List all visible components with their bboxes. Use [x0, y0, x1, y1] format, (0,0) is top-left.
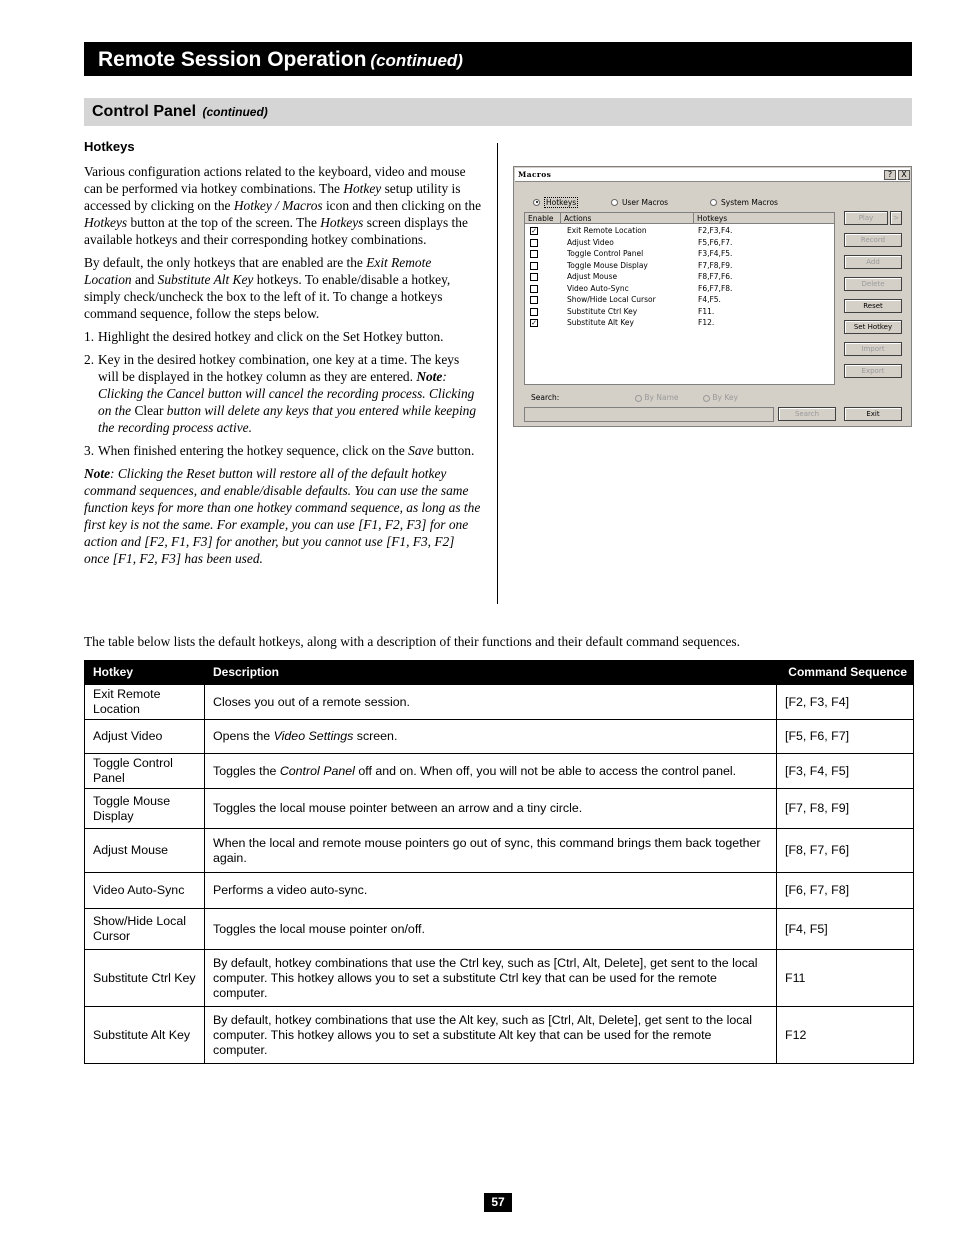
steps-list — [84, 328, 482, 459]
search-input[interactable] — [524, 407, 774, 422]
radio-user-macros[interactable]: User Macros — [611, 197, 668, 207]
step-item: 1. Highlight the desired hotkey and click on the Set Hotkey button. — [84, 329, 444, 344]
dialog-title-bar — [515, 168, 910, 182]
list-item[interactable]: ✓ Exit Remote Location F2,F3,F4. — [531, 226, 733, 235]
radio-hotkeys[interactable]: Hotkeys — [533, 197, 578, 207]
table-row: Video Auto-Sync Performs a video auto-sync. [F6, F7, F8] — [85, 873, 914, 909]
play-arrow-button[interactable]: > — [890, 211, 902, 225]
section-title-continued: (continued) — [202, 105, 268, 119]
radio-by-key[interactable]: By Key — [703, 393, 738, 402]
paragraph-defaults: By default, the only hotkeys that are enabled are the Exit Remote Location and Substitute Alt Key hotkeys. To enable/disable a hotkey, simply check/uncheck the box to the left of it. To change a hotkeys command sequence, follow the steps below. — [84, 255, 451, 321]
hotkeys-heading: Hotkeys — [84, 139, 135, 154]
delete-button[interactable]: Delete — [844, 277, 902, 291]
body-text-column — [84, 163, 482, 573]
enable-checkbox[interactable] — [530, 262, 538, 270]
search-label: Search: — [531, 393, 560, 402]
col-enable[interactable]: Enable — [525, 213, 561, 224]
header-command: Command Sequence — [777, 661, 914, 685]
enable-checkbox[interactable] — [530, 250, 538, 258]
list-item[interactable]: Toggle Control Panel F3,F4,F5. — [525, 248, 834, 260]
table-row: Show/Hide Local Cursor Toggles the local mouse pointer on/off. [F4, F5] — [85, 909, 914, 950]
note-paragraph: Note: Clicking the Reset button will restore all of the default hotkey command sequences, and enable/disable defaults. You can use the same function keys for more than one hotkey command sequence, as long as the first key is not the same. For example, you can use [F1, F2, F3] for one action and [F2, F1, F3] for another, but you cannot use [F1, F3, F2] once [F1, F2, F3] has been used. — [84, 466, 481, 566]
import-button[interactable]: Import — [844, 342, 902, 356]
list-header — [525, 213, 834, 224]
reset-button[interactable]: Reset — [844, 299, 902, 313]
table-intro: The table below lists the default hotkeys, along with a description of their functions and their default command sequences. — [84, 634, 740, 649]
list-item[interactable]: Substitute Ctrl Key F11. — [525, 306, 834, 318]
list-item[interactable]: Toggle Mouse Display F7,F8,F9. — [525, 260, 834, 272]
enable-checkbox[interactable] — [530, 296, 538, 304]
radio-icon — [611, 199, 618, 206]
col-actions[interactable]: Actions — [561, 213, 694, 224]
list-item[interactable]: Video Auto-Sync F6,F7,F8. — [525, 283, 834, 295]
table-row: Adjust Mouse When the local and remote mouse pointers go out of sync, this command brings them back together again. [F8, F7, F6] — [85, 829, 914, 873]
radio-icon — [710, 199, 717, 206]
section-header — [84, 98, 912, 126]
export-button[interactable]: Export — [844, 364, 902, 378]
table-row: Exit Remote Location Closes you out of a remote session. [F2, F3, F4] — [85, 685, 914, 720]
hotkeys-table — [84, 660, 914, 1064]
enable-checkbox[interactable] — [530, 308, 538, 316]
page-title: Remote Session Operation — [98, 48, 367, 71]
dialog-title: Macros — [518, 170, 552, 179]
table-row: Substitute Ctrl Key By default, hotkey combinations that use the Ctrl key, such as [Ctrl, Alt, Delete], get sent to the local computer. This hotkey allows you to set a substitute Ctrl key that can be used for the remote computer. F11 — [85, 950, 914, 1007]
macros-dialog-screenshot — [513, 166, 912, 427]
list-item[interactable]: ✓ Substitute Alt Key F12. — [531, 318, 715, 327]
list-item[interactable]: Adjust Mouse F8,F7,F6. — [525, 271, 834, 283]
header-description: Description — [205, 661, 777, 685]
col-hotkeys[interactable]: Hotkeys — [697, 214, 728, 223]
table-row: Toggle Mouse Display Toggles the local mouse pointer between an arrow and a tiny circle. [F7, F8, F9] — [85, 789, 914, 829]
add-button[interactable]: Add — [844, 255, 902, 269]
enable-checkbox[interactable]: ✓ — [531, 319, 537, 327]
enable-checkbox[interactable] — [530, 285, 538, 293]
list-item[interactable]: Show/Hide Local Cursor F4,F5. — [525, 294, 834, 306]
header-hotkey: Hotkey — [85, 661, 205, 685]
enable-checkbox[interactable]: ✓ — [531, 227, 537, 235]
search-button[interactable]: Search — [778, 407, 836, 421]
step-item: 2. Key in the desired hotkey combination, one key at a time. The keys will be displayed in the hotkey column as they are entered. Note: Clicking the Cancel button will cancel the recording process. Clicking on the Clear button will delete any keys that you entered while keeping the recording process active. — [84, 352, 477, 435]
paragraph-intro: Various configuration actions related to the keyboard, video and mouse can be performed via hotkey combinations. The Hotkey setup utility is accessed by clicking on the Hotkey / Macros icon and then clicking on the Hotkeys button at the top of the screen. The Hotkeys screen displays the available hotkeys and their corresponding hotkey combinations. — [84, 164, 482, 247]
table-row: Toggle Control Panel Toggles the Control Panel off and on. When off, you will not be able to access the control panel. [F3, F4, F5] — [85, 754, 914, 789]
hotkeys-list[interactable] — [524, 212, 835, 385]
radio-system-macros[interactable]: System Macros — [710, 197, 778, 207]
enable-checkbox[interactable] — [530, 273, 538, 281]
column-divider — [497, 143, 498, 604]
page-header — [84, 42, 912, 76]
step-item: 3. When finished entering the hotkey sequence, click on the Save button. — [84, 443, 475, 458]
exit-button[interactable]: Exit — [844, 407, 902, 421]
section-title: Control Panel — [92, 103, 197, 120]
table-header-row — [85, 661, 914, 685]
help-icon[interactable]: ? — [884, 170, 896, 180]
set-hotkey-button[interactable]: Set Hotkey — [844, 320, 902, 334]
play-button[interactable]: Play — [844, 211, 888, 225]
record-button[interactable]: Record — [844, 233, 902, 247]
enable-checkbox[interactable] — [530, 239, 538, 247]
table-row: Adjust Video Opens the Video Settings screen. [F5, F6, F7] — [85, 720, 914, 754]
page-title-continued: (continued) — [370, 51, 463, 70]
radio-selected-icon — [533, 199, 540, 206]
page-number: 57 — [484, 1193, 512, 1212]
table-row: Substitute Alt Key By default, hotkey combinations that use the Alt key, such as [Ctrl, Alt, Delete], get sent to the local computer. This hotkey allows you to set a substitute Alt key that can be used for the remote computer. F12 — [85, 1007, 914, 1064]
radio-by-name[interactable]: By Name — [635, 393, 679, 402]
list-item[interactable]: Adjust Video F5,F6,F7. — [525, 237, 834, 249]
close-icon[interactable]: X — [898, 170, 910, 180]
